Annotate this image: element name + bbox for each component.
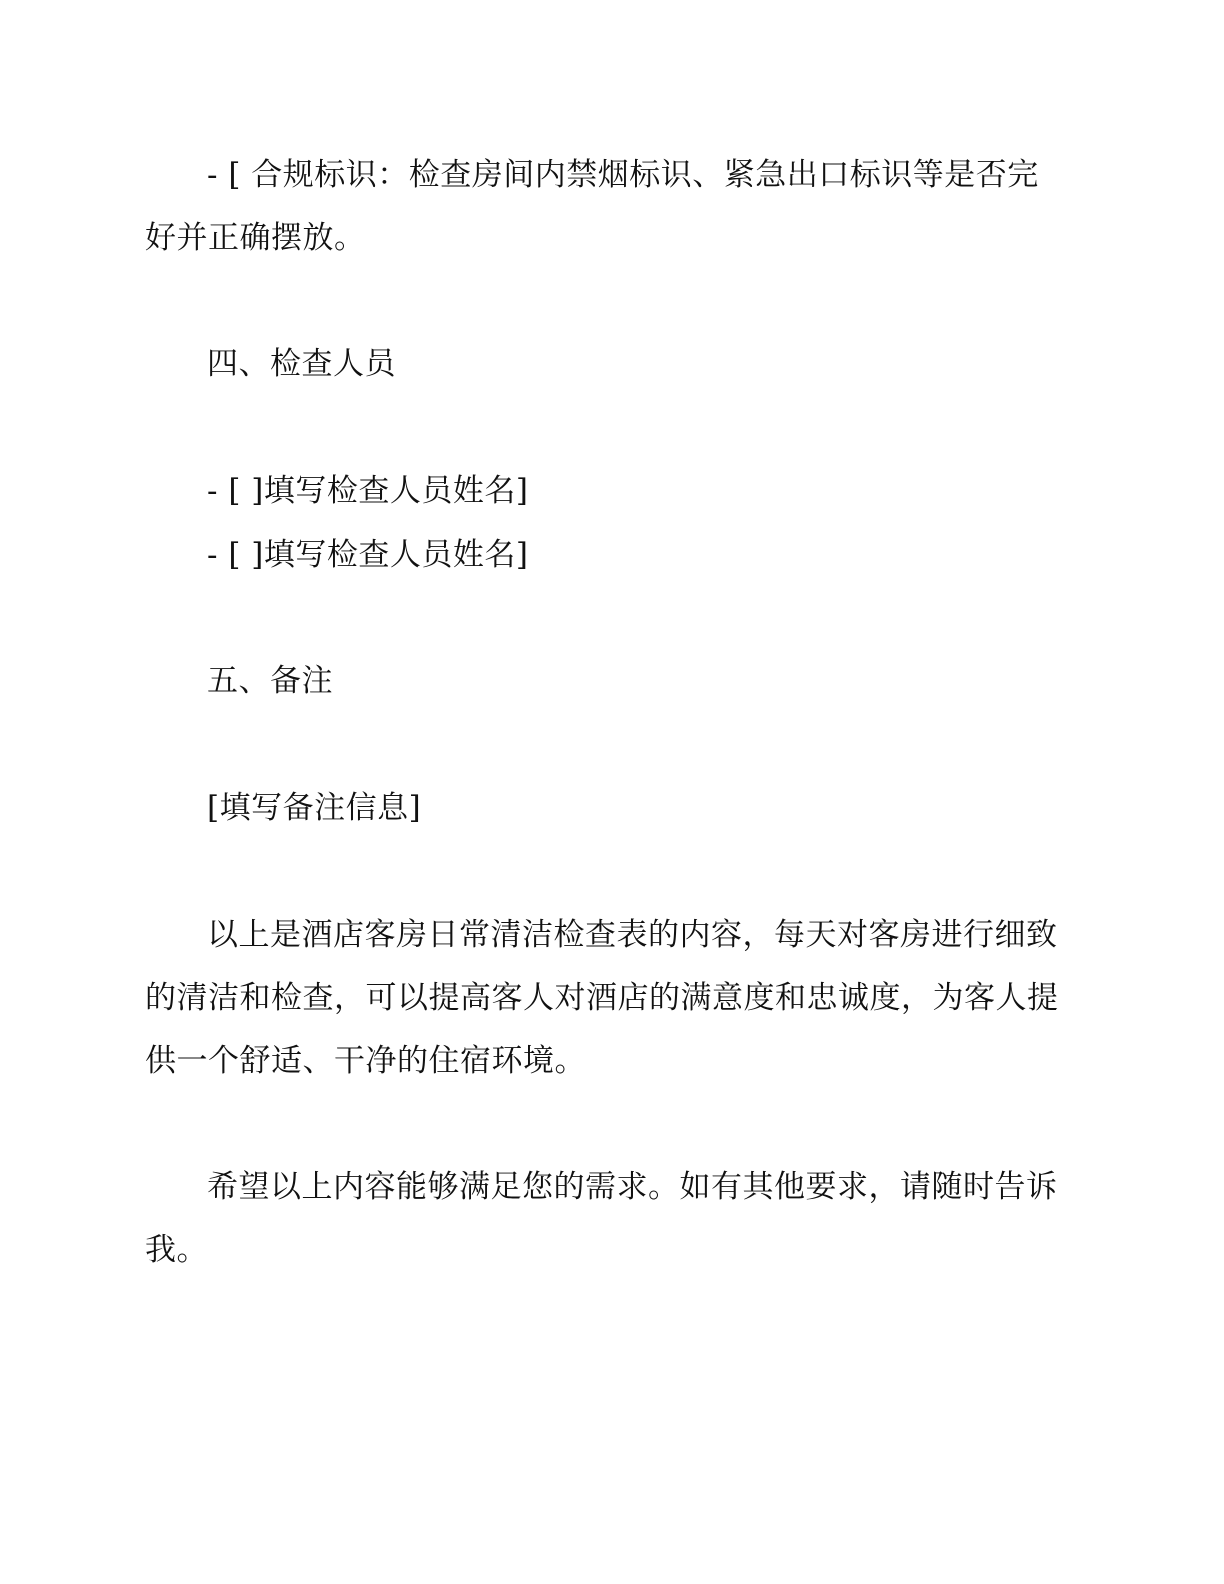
summary-line-3: 供一个舒适、干净的住宿环境。 [145, 1043, 586, 1079]
summary-line-2: 的清洁和检查，可以提高客人对酒店的满意度和忠诚度，为客人提 [145, 980, 1059, 1016]
closing-line-1: 希望以上内容能够满足您的需求。如有其他要求，请随时告诉 [207, 1169, 1058, 1205]
compliance-item-line-1: - [ 合规标识：检查房间内禁烟标识、紧急出口标识等是否完 [207, 157, 1039, 193]
remarks-placeholder: [填写备注信息] [207, 790, 422, 826]
compliance-item-line-2: 好并正确摆放。 [145, 220, 366, 256]
section-four-heading: 四、检查人员 [207, 346, 396, 382]
closing-line-2: 我。 [145, 1232, 208, 1268]
section-five-heading: 五、备注 [207, 663, 333, 699]
inspector-item-2: - [ ]填写检查人员姓名] [207, 537, 529, 573]
summary-line-1: 以上是酒店客房日常清洁检查表的内容，每天对客房进行细致 [207, 917, 1058, 953]
inspector-item-1: - [ ]填写检查人员姓名] [207, 473, 529, 509]
